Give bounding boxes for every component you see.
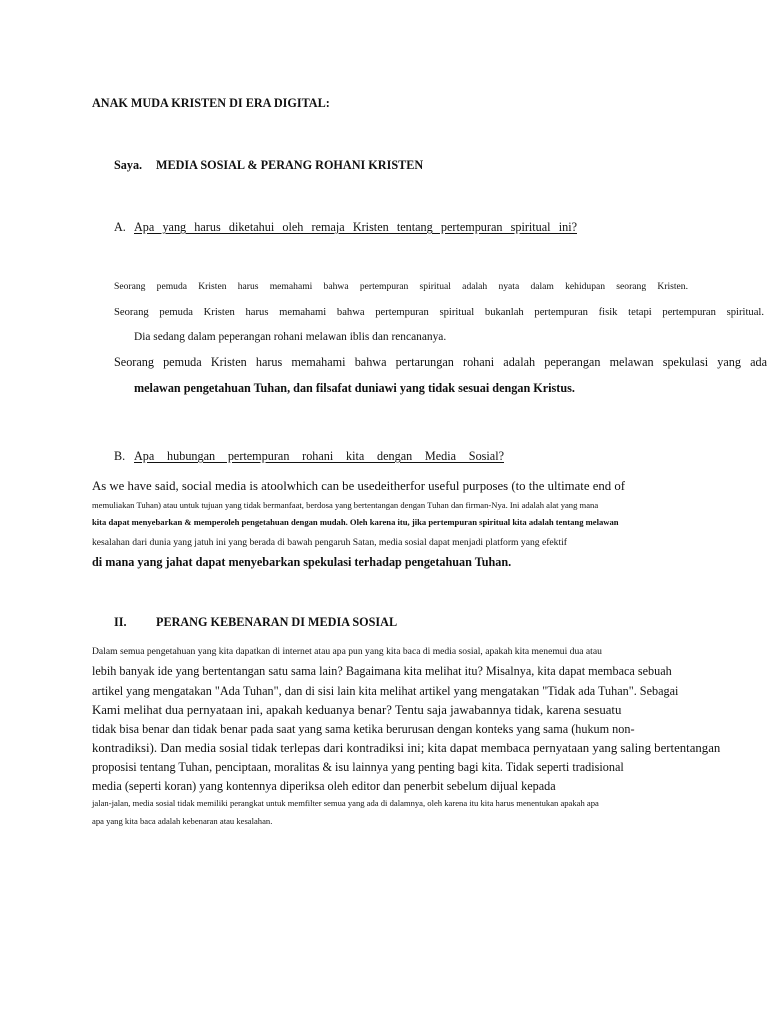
section-a-question: Apa yang harus diketahui oleh remaja Kristen tentang pertempuran spiritual ini? bbox=[134, 220, 577, 234]
section-1-number: Saya. bbox=[114, 158, 143, 172]
section-b-line-5: di mana yang jahat dapat menyebarkan spekulasi terhadap pengetahuan Tuhan. bbox=[92, 555, 512, 569]
section-1-heading: MEDIA SOSIAL & PERANG ROHANI KRISTEN bbox=[156, 158, 424, 172]
section-2-line-6: kontradiksi). Dan media sosial tidak terlepas dari kontradiksi ini; kita dapat membaca pernyataan yang saling bertentangan bbox=[92, 741, 721, 755]
section-2-number: II. bbox=[114, 615, 127, 629]
page-title: ANAK MUDA KRISTEN DI ERA DIGITAL: bbox=[92, 96, 330, 110]
section-b-line-1: As we have said, social media is atoolwhich can be usedeitherfor useful purposes (to the ultimate end of bbox=[92, 479, 626, 493]
section-a-line-2: Seorang pemuda Kristen harus memahami bahwa pertempuran spiritual bukanlah pertempuran fisik tetapi pertempuran spiritual. bbox=[114, 307, 764, 318]
section-a-line-3: Dia sedang dalam peperangan rohani melawan iblis dan rencananya. bbox=[134, 331, 447, 343]
section-2-line-3: artikel yang mengatakan "Ada Tuhan", dan di sisi lain kita melihat artikel yang mengatakan "Tidak ada Tuhan". Sebagai bbox=[92, 684, 679, 698]
section-b-line-4: kesalahan dari dunia yang jatuh ini yang berada di bawah pengaruh Satan, media sosial dapat menjadi platform yang efektif bbox=[92, 537, 567, 548]
section-2-line-1: Dalam semua pengetahuan yang kita dapatkan di internet atau apa pun yang kita baca di media sosial, apakah kita menemui dua atau bbox=[92, 646, 602, 657]
section-2-line-10: apa yang kita baca adalah kebenaran atau kesalahan. bbox=[92, 816, 273, 826]
section-2-heading: PERANG KEBENARAN DI MEDIA SOSIAL bbox=[156, 615, 398, 629]
section-2-line-2: lebih banyak ide yang bertentangan satu sama lain? Bagaimana kita melihat itu? Misalnya, kita dapat membaca sebuah bbox=[92, 664, 672, 678]
section-b-question: Apa hubungan pertempuran rohani kita dengan Media Sosial? bbox=[134, 449, 504, 463]
section-b-line-2: memuliakan Tuhan) atau untuk tujuan yang tidak bermanfaat, berdosa yang bertentangan dengan Tuhan dan firman-Nya. Ini adalah alat yang mana bbox=[92, 500, 599, 510]
section-b-label: B. bbox=[114, 449, 126, 463]
section-2-line-5: tidak bisa benar dan tidak benar pada saat yang sama ketika berurusan dengan konteks yang sama (hukum non- bbox=[92, 722, 635, 736]
section-2-line-9: jalan-jalan, media sosial tidak memiliki perangkat untuk memfilter semua yang ada di dalamnya, oleh karena itu kita harus menentukan apakah apa bbox=[92, 798, 599, 808]
section-a-label: A. bbox=[114, 220, 126, 234]
section-a-line-1: Seorang pemuda Kristen harus memahami bahwa pertempuran spiritual adalah nyata dalam kehidupan seorang Kristen. bbox=[114, 281, 688, 292]
section-b-line-3: kita dapat menyebarkan & memperoleh pengetahuan dengan mudah. Oleh karena itu, jika pertempuran spiritual kita adalah tentang melawan bbox=[92, 517, 619, 527]
section-a-line-5: melawan pengetahuan Tuhan, dan filsafat duniawi yang tidak sesuai dengan Kristus. bbox=[134, 381, 575, 395]
section-2-line-7: proposisi tentang Tuhan, penciptaan, moralitas & isu lainnya yang penting bagi kita. Tidak seperti tradisional bbox=[92, 760, 624, 774]
section-2-line-4: Kami melihat dua pernyataan ini, apakah keduanya benar? Tentu saja jawabannya tidak, karena sesuatu bbox=[92, 703, 622, 717]
section-2-line-8: media (seperti koran) yang kontennya diperiksa oleh editor dan penerbit sebelum dijual kepada bbox=[92, 779, 556, 793]
section-a-line-4: Seorang pemuda Kristen harus memahami bahwa pertarungan rohani adalah peperangan melawan spekulasi yang ada bbox=[114, 355, 767, 369]
